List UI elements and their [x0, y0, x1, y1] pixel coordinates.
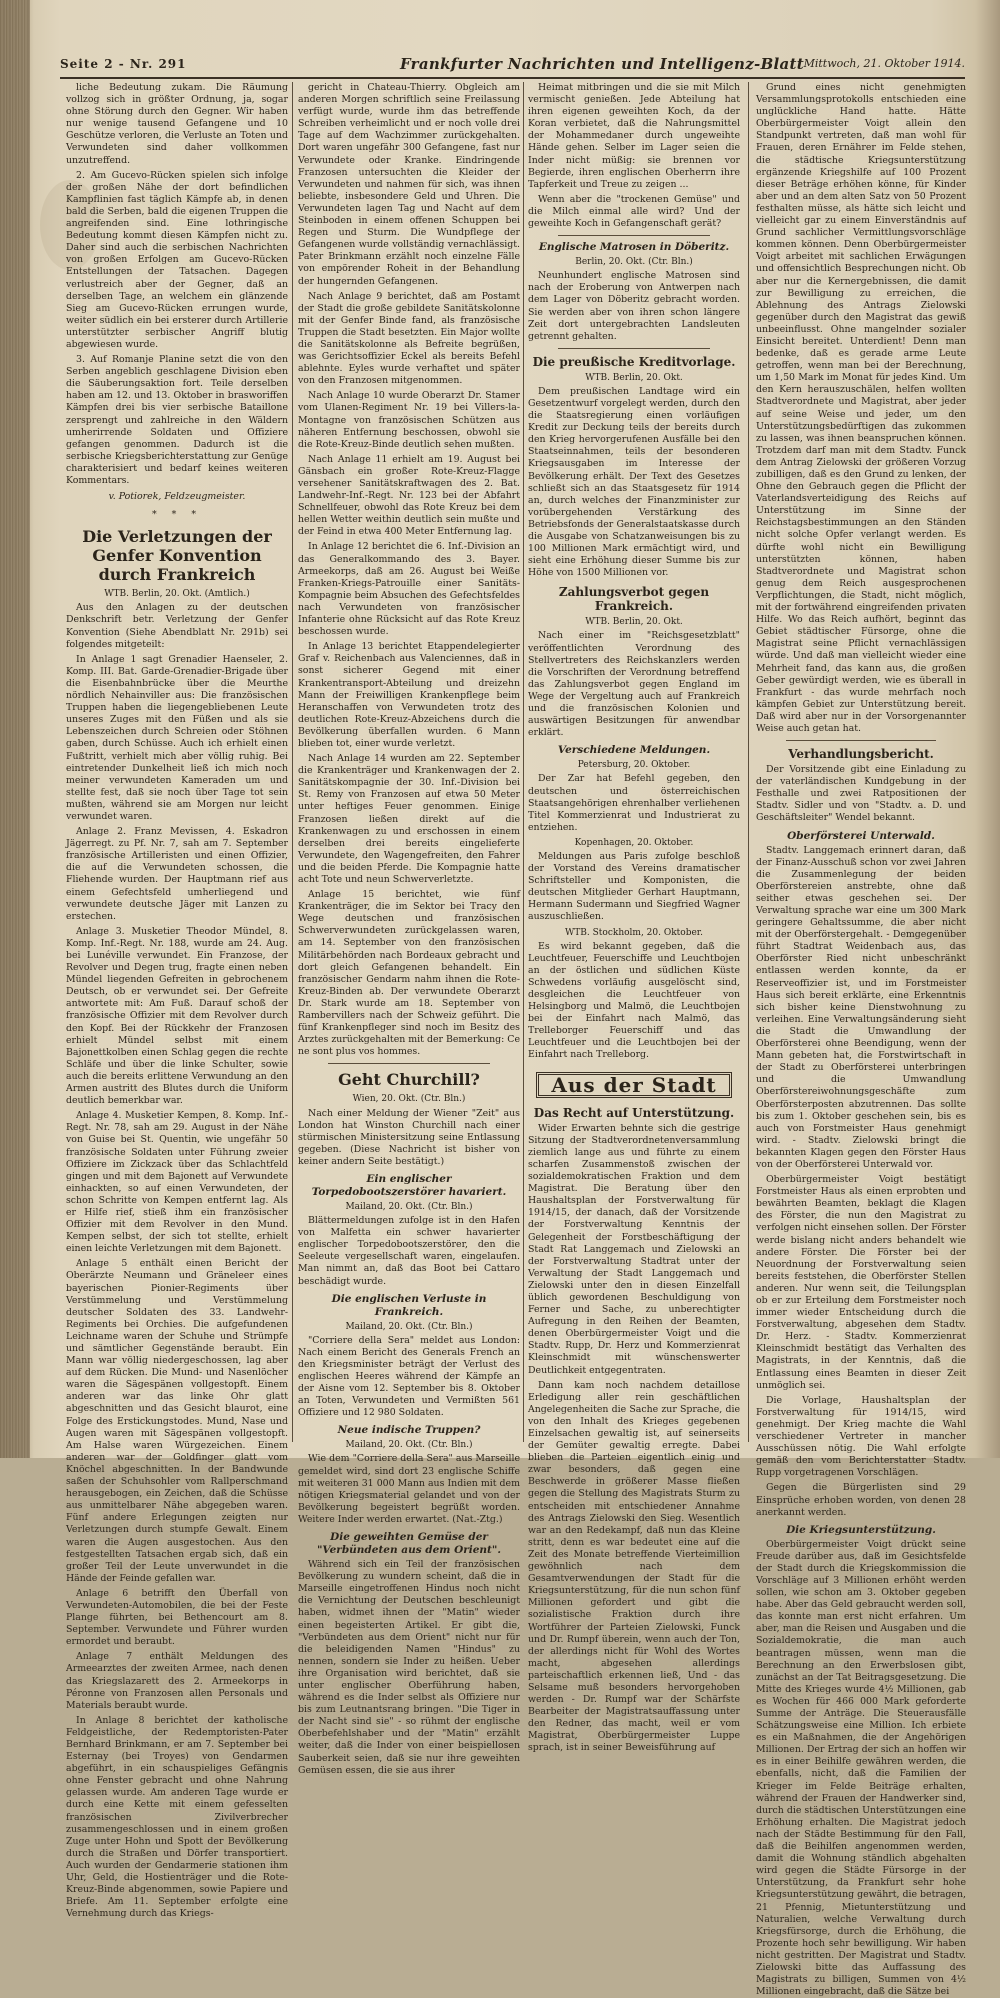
- article-paragraph: Anlage 15 berichtet, wie fünf Krankenträger, die im Sektor bei Tracy den Wege deutschen und französischen Schwerverwundeten zurückgelassen waren, am 14. September von den französischen Militärbehörden nach Bordeaux gebracht und dort gleich Gefangenen behandelt. Ein französischer Gendarm nahm ihnen die Rote-Kreuz-Binden ab. Der verwundete Oberarzt Dr. Stark wurde am 18. September von Rambervillers nach der Schweiz geführt. Die fünf Krankenpfleger sind noch im Besitz des Arztes zurückgehalten mit der Bemerkung: Ce ne sont plus vos hommes.: [298, 889, 520, 1058]
- article-headline: Die englischen Verluste in Frankreich.: [331, 1292, 487, 1318]
- article-paragraph: Nach Anlage 10 wurde Oberarzt Dr. Stamer vom Ulanen-Regiment Nr. 19 bei Villers-la-Montagne von französischen Schützen aus näheren Entfernung beschossen, obwohl sie die Rote-Kreuz-Binde deutlich sehen mußten.: [298, 390, 520, 450]
- article-paragraph: Wie dem "Corriere della Sera" aus Marseille gemeldet wird, sind dort 23 englische Schiffe mit weiteren 31 000 Mann aus Indien mit dem nötigen Kriegsmaterial gelandet und von der Bevölkerung begeistert begrüßt worden. Weitere Inder werden erwartet. (Nat.-Ztg.): [298, 1453, 520, 1525]
- article-paragraph: Anlage 2. Franz Mevissen, 4. Eskadron Jägerregt. zu Pf. Nr. 7, sah am 7. September französische Artilleristen und einen Offizier, die auf die Verwundeten schossen, die Fliehende wurden. Der Hauptmann rief aus einem Gefechtsfeld umherliegend und verwundete deutsche Jäger mit Lanzen zu erstechen.: [66, 826, 288, 922]
- article-headline: Ein englischer Torpedobootszerstörer havariert.: [311, 1172, 507, 1198]
- article-headline: Die preußische Kreditvorlage.: [532, 354, 736, 369]
- article-paragraph: Der Vorsitzende gibt eine Einladung zu der vaterländischen Kundgebung in der Festhalle und zwei Ratpositionen der Stadtv. Sidler und von "Stadtv. a. D. und Geschäftsleiter" Wendel bekannt.: [756, 764, 966, 824]
- article-paragraph: Anlage 3. Musketier Theodor Mündel, 8. Komp. Inf.-Regt. Nr. 188, wurde am 24. Aug. bei Lunéville verwundet. Ein Franzose, der Revolver und Degen trug, fragte einen neben Mündel liegenden Gefreiten in gebrochenem Deutsch, ob er verwundet sei. Der Gefreite antwortete mit: Am Fuß. Darauf schoß der französische Offizier mit dem Revolver durch den Kopf. Bei der Rückkehr der Franzosen erhielt Mündel selbst mit einem Bajonettkolben einen Schlag gegen die rechte Schläfe und über die linke Schulter, sowie auch die bereits erlittene Verwundung an den Armen austritt des Blutes durch die Uniform deutlich bemerkbar war.: [66, 925, 288, 1107]
- article-separator: [558, 348, 710, 349]
- article-dateline: Wien, 20. Okt. (Ctr. Bln.): [352, 1094, 466, 1105]
- article-paragraph: In Anlage 12 berichtet die 6. Inf.-Division an das Generalkommando des 3. Bayer. Armeekorps, daß am 26. August bei Weiße Franken-Kriegs-Patrouille einer Sanitäts-Kompagnie beim Absuchen des Gefechtsfeldes nach Verwundeten von französischer Infanterie ohne Rücksicht auf das Rote Kreuz beschossen wurde.: [298, 541, 520, 638]
- section-stars: * * *: [151, 509, 203, 521]
- article-paragraph: Anlage 6 betrifft den Überfall von Verwundeten-Automobilen, die bei der Feste Plange führten, bei Bethencourt am 8. September. Verwundete und Führer wurden ermordet und beraubt.: [66, 1587, 288, 1648]
- article-paragraph: Aus den Anlagen zu der deutschen Denkschrift betr. Verletzung der Genfer Konvention (Siehe Abendblatt Nr. 291b) sei folgendes mitgeteilt:: [66, 602, 288, 650]
- page-binding: [0, 0, 30, 1458]
- article-separator: [328, 1063, 490, 1064]
- article-headline: Die geweihten Gemüse der "Verbündeten aus dem Orient".: [316, 1531, 502, 1557]
- column-rule: [748, 82, 749, 1442]
- article-separator: [786, 740, 936, 741]
- article-paragraph: Neunhundert englische Matrosen sind nach der Eroberung von Antwerpen nach dem Lager von Döberitz gebracht worden. Sie werden aber von ihren schon längere Zeit dort untergebrachten Landsleuten getrennt gehalten.: [528, 270, 740, 342]
- article-paragraph: Anlage 4. Musketier Kempen, 8. Komp. Inf.-Regt. Nr. 78, sah am 29. August in der Nähe von Guise bei St. Quentin, wie ungefähr 50 französische Soldaten unter Führung zweier Offiziere im Zickzack über das Schlachtfeld gingen und mit dem Bajonett auf Verwundete einhackten, so auf einen Verwundeten, der schon Schritte von Kempen entfernt lag. Als er Hilfe rief, stieß ihm ein französischer Offizier mit dem Revolver in den Mund. Kempen selbst, der sich tot stellte, erhielt einen leichte Verletzungen mit dem Bajonett.: [66, 1110, 288, 1255]
- article-separator: [558, 235, 710, 236]
- article-headline: Verhandlungsbericht.: [788, 747, 934, 762]
- column-1: [66, 82, 288, 1920]
- column-4: [756, 82, 966, 1998]
- article-paragraph: Nach Anlage 11 erhielt am 19. August bei Gänsbach ein großer Rote-Kreuz-Flagge versehener Sanitätskraftwagen des 2. Bat. Landwehr-Inf.-Regt. Nr. 123 bei der Abfahrt Schnellfeuer, obwohl das Rote Kreuz bei dem hellen Wetter weithin deutlich sein mußte und der Feind in etwa 400 Meter Entfernung lag.: [298, 453, 520, 538]
- article-paragraph: Anlage 7 enthält Meldungen des Armeearztes der zweiten Armee, nach denen das Kriegslazarett des 2. Armeekorps in Péronne von Franzosen allen Personals und Materials beraubt wurde.: [66, 1651, 288, 1711]
- article-paragraph: Nach einer im "Reichsgesetzblatt" veröffentlichten Verordnung des Stellvertreters des Reichskanzlers werden die Vorschriften der Verordnung betreffend das Zahlungsverbot gegen England im Wege der Vergeltung auch auf Frankreich und die französischen Kolonien und auswärtigen Besitzungen für anwendbar erklärt.: [528, 630, 740, 739]
- article-paragraph: Während sich ein Teil der französischen Bevölkerung zu wundern scheint, daß die in Marseille eingetroffenen Hindus noch nicht die Vernichtung der Deutschen beschleunigt haben, widmet ihnen der "Matin" wieder einen begeisterten Artikel. Er gibt die, "Verbündeten aus dem Orient" nicht nur für die beleidigenden Namen "Hindus" zu nennen, sondern sie Inder zu heißen. Ueber ihre Organisation wird berichtet, daß sie unter englischer Oberführung haben, während es die Inder selbst als Offiziere nur bis zum Leutnantsrang bringen. "Die Tiger in der Nacht sind sie" - so rühmt der englische Oberbefehlshaber und der "Matin" erzählt weiter, daß die Inder von einer beispiellosen Sauberkeit seien, daß sie nur ihre geweihten Gemüsen essen, die sie aus ihrer: [298, 1559, 520, 1776]
- article-dateline: Petersburg, 20. Oktober.: [577, 760, 691, 771]
- masthead: Frankfurter Nachrichten und Intelligenz-Blatt: [400, 55, 805, 73]
- article-paragraph: In Anlage 1 sagt Grenadier Haenseler, 2. Komp. III. Bat. Garde-Grenadier-Brigade über die Eisenbahnbrücke über die Meurthe nördlich Nehainviller aus: Die französischen Truppen haben die liegengebliebenen Leute unseres Zuges mit den Füßen und als sie Lebenszeichen durch Schreien oder Stöhnen gaben, durch Schüsse. Auch ich erhielt einen Fußtritt, verhielt mich aber völlig ruhig. Bei eintretender Dunkelheit ließ ich mich noch meiner verwundeten Kameraden um und stellte fest, daß sie noch über Tage tot sein mußten, während sie am Morgen nur leicht verwundet waren.: [66, 653, 288, 822]
- article-headline: Oberförsterei Unterwald.: [787, 829, 935, 842]
- article-dateline: WTB. Stockholm, 20. Oktober.: [565, 927, 703, 938]
- article-paragraph: liche Bedeutung zukam. Die Räumung vollzog sich in größter Ordnung, ja, sogar ohne Störung durch den Gegner. Wir haben nur wenige tausend Gefangene und 10 Geschütze verloren, die Verluste an Toten und Verwundeten sind daher vollkommen unzutreffend.: [66, 82, 288, 166]
- article-paragraph: Nach Anlage 14 wurden am 22. September die Krankenträger und Krankenwagen der 2. Sanitätskompagnie der 30. Inf.-Division bei St. Remy von Franzosen auf etwa 50 Meter unter heftiges Feuer genommen. Einige Franzosen ließen direkt auf die Krankenwagen zu und erschossen in einem derselben drei bereits eingelieferte Verwundete, den Wagengefreiten, den Fahrer und die beiden Pferde. Die Kompagnie hatte acht Tote und neun Schwerverletzte.: [298, 753, 520, 885]
- article-dateline: WTB. Berlin, 20. Okt. (Amtlich.): [104, 589, 250, 600]
- article-paragraph: Dem preußischen Landtage wird ein Gesetzentwurf vorgelegt werden, durch den die Staatsregierung einen vorläufigen Kredit zur Deckung teils der bereits durch den Krieg hervorgerufenen Ausfälle bei den Staatseinnahmen, teils der besonderen Kriegsausgaben im Interesse der Bevölkerung erhält. Der Text des Gesetzes schließt sich an das Staatsgesetz für 1914 an, durch welches der Finanzminister zur vorübergehenden Verstärkung des Betriebsfonds der Generalstaatskasse durch die Ausgabe von Schatzanweisungen bis zu 100 Millionen Mark ermächtigt wird, und sieht eine Erhöhung dieser Summe bis zur Höhe von 1500 Millionen vor.: [528, 385, 740, 579]
- article-paragraph: Oberbürgermeister Voigt bestätigt Forstmeister Haus als einen erprobten und bewährten Beamten, beklagt die Klagen des Förster, die nun den Magistrat zu verfolgen nicht einsehen sollen. Der Förster werde bislang nicht anders behandelt wie andere Förster. Die Förster bei der Neuordnung der Forstverwaltung seien bereits feststehen, die Oberförster Stellen anderen. Nur wenn seit, die Teilungsplan ob er zur Erteilung dem Forstmeister noch immer wieder Entscheidung durch die Forstverwaltung, abgesehen dem Stadtv. Dr. Herz. - Stadtv. Kommerzienrat Kleinschmidt bestätigt das Verhalten des Magistrats, in der Kenntnis, daß die Entlassung eines Beamten in dieser Zeit unmöglich sei.: [756, 1174, 966, 1391]
- article-paragraph: Die Vorlage, Haushaltsplan der Forstverwaltung für 1914/15, wird genehmigt. Der Krieg machte die Wahl verschiedener Vertreter in mancher Ausschüssen nötig. Die Wahl erfolgte gemäß den vom Berichterstatter Stadtv. Rupp vorgetragenen Vorschlägen.: [756, 1394, 966, 1479]
- column-rule: [523, 82, 524, 1442]
- article-headline: Das Recht auf Unterstützung.: [533, 1105, 735, 1120]
- article-paragraph: Nach Anlage 9 berichtet, daß am Postamt der Stadt die große gebildete Sanitätskolonne mit der Genfer Binde fand, als französische Truppen die Stadt besetzten. Ein Major wollte die Sanitätskolonne als Befreite begrüßen, was Gerichtsoffizier Eckel als bereits Befehl ablehnte. Eyles wurde verhaftet und später von den Franzosen mitgenommen.: [298, 290, 520, 387]
- article-paragraph: Stadtv. Langgemach erinnert daran, daß der Finanz-Ausschuß schon vor zwei Jahren die Zusammenlegung der beiden Oberförstereien anstrebte, ohne daß seither etwas geschehen sei. Der Verwaltung sprache war eine um 300 Mark geringere Gehaltssumme, die aber nicht mit der Oberförstergehalt. - Demgegenüber führt Stadtrat Weidenbach aus, das Oberförster Ried nicht unbeschränkt entlassen werden konnte, da er Reserveoffizier ist, und im Forstmeister Haus sich bereit erklärte, eine Erkenntnis sich bisher keine Dienstwohnung zu verleihen. Eine Verwaltungsänderung sieht die Stadt die Umwandlung der Oberförsterei ohne Beendigung, wenn der Mann gebeten hat, die Forstwirtschaft in der Stadt zu Oberförsterei unterbringen und die Umwandlung Oberförstereiwohnungsgeschäfte zum Oberförsterposten abzutrennen. Das sollte bis zum 1. Oktober geschehen sein, bis es auch von Forstmeister Haus genehmigt wird. - Stadtv. Zielowski bringt die bekannten Klagen gegen den Förster Haus von der Oberförsterei Unterwald vor.: [756, 844, 966, 1170]
- article-dateline: Mailand, 20. Okt. (Ctr. Bln.): [345, 1440, 473, 1451]
- article-headline: Neue indische Truppen?: [337, 1424, 481, 1437]
- article-paragraph: Es wird bekannt gegeben, daß die Leuchtfeuer, Feuerschiffe und Leuchtbojen an der östlichen und südlichen Küste Schwedens vorläufig ausgelöscht sind, desgleichen die Leuchtfeuer von Helsingborg und Malmö, die Leuchtbojen bei der Einfahrt nach Malmö, das Trelleborger Feuerschiff und das Leuchtfeuer und die Leuchtbojen bei der Einfahrt nach Trelleborg.: [528, 940, 740, 1061]
- article-paragraph: Wider Erwarten behnte sich die gestrige Sitzung der Stadtverordnetenversammlung ziemlich lange aus und führte zu einem scharfen Zusammenstoß zwischen der sozialdemokratischen Fraktion und dem Magistrat. Die Beratung über den Haushaltsplan der Forstverwaltung für 1914/15, der danach, daß der Vorsitzende der Forstverwaltung Kenntnis der Gelegenheit der Forstbeschäftigung der Stadt Rat Langgemach und Zielowski an der Forstverwaltung Stadtrat unter der Verwaltung der Stadt Langgemach und Zielowski unter den in diesen Einzelfall üblich gewordenen Beschuldigung von Ferner und Sache, zu unberechtigter Aufregung in den Reihen der Beamten, denen Oberbürgermeister Voigt und die Stadtv. Rupp, Dr. Herz und Kommerzienrat Kleinschmidt mit wünschenswerter Deutlichkeit entgegentraten.: [528, 1122, 740, 1376]
- article-dateline: WTB. Berlin, 20. Okt.: [585, 617, 683, 628]
- article-dateline: Mailand, 20. Okt. (Ctr. Bln.): [345, 1201, 473, 1212]
- article-paragraph: Meldungen aus Paris zufolge beschloß der Vorstand des Vereins dramatischer Schriftsteller und Komponisten, die deutschen Mitglieder Gerhart Hauptmann, Hermann Sudermann und Siegfried Wagner auszuschließen.: [528, 850, 740, 923]
- article-paragraph: In Anlage 8 berichtet der katholische Feldgeistliche, der Redemptoristen-Pater Bernhard Brinkmann, er am 7. September bei Esternay (bei Troyes) von Gendarmen abgeführt, in ein schauspieliges Gefängnis ohne Fenster gebracht und ohne Nahrung gelassen wurde. Am anderen Tage wurde er durch eine Kette mit einem gefesselten französischen Zivilverbrecher zusammengeschlossen und in einem großen Zuge unter Hohn und Spott der Bevölkerung durch die Straßen und Dörfer transportiert. Auch wurden der Gendarmerie stationen ihm Uhr, Geld, die Hostienträger und die Rote-Kreuz-Binde abgenommen, sowie Papiere und Briefe. Am 11. September erfolgte eine Vernehmung durch das Kriegs-: [66, 1714, 288, 1920]
- article-dateline: Kopenhagen, 20. Oktober.: [574, 837, 694, 848]
- article-paragraph: In Anlage 13 berichtet Etappendelegierter Graf v. Reichenbach aus Valenciennes, daß in sonst sicherer Gegend mit einer Krankentransport-Abteilung und dreizehn Mann der Freiwilligen Krankenpflege beim Heranschaffen von Verwundeten trotz des deutlichen Rote-Kreuz-Abzeichens durch die Bevölkerung überfallen wurden. 6 Mann blieben tot, einer wurde verletzt.: [298, 641, 520, 749]
- page-number: Seite 2 - Nr. 291: [60, 57, 187, 71]
- article-headline: Die Verletzungen der Genfer Konvention durch Frankreich: [82, 527, 272, 585]
- article-headline: Zahlungsverbot gegen Frankreich.: [558, 585, 710, 614]
- issue-date: Mittwoch, 21. Oktober 1914.: [803, 57, 965, 70]
- article-paragraph: gericht in Chateau-Thierry. Obgleich am anderen Morgen schriftlich seine Freilassung verfügt wurde, wurde ihm das betreffende Schreiben verheimlicht und er noch volle drei Tage auf dem Wachzimmer zurückgehalten. Dort waren ungefähr 300 Gefangene, fast nur Verwundete oder Kranke. Eindringende Franzosen untersuchten die Kleider der Verwundeten und nahmen für sich, was ihnen beliebte, insbesondere Geld und Uhren. Die Verwundeten lagen Tag und Nacht auf dem Steinboden in einem offenen Schuppen bei Regen und Sturm. Die Wundpflege der Gefangenen wurde vollständig vernachlässigt. Pater Brinkmann erzählt noch einzelne Fälle von empörender Roheit in der Behandlung der hungernden Gefangenen.: [298, 82, 520, 287]
- article-dateline: WTB. Berlin, 20. Okt.: [585, 372, 683, 383]
- article-headline: Geht Churchill?: [338, 1070, 480, 1090]
- article-dateline: Berlin, 20. Okt. (Ctr. Bln.): [575, 257, 693, 268]
- section-banner: Aus der Stadt: [536, 1072, 732, 1098]
- article-paragraph: 2. Am Gucevo-Rücken spielen sich infolge der großen Nähe der dort befindlichen Kampflinien fast täglich Kämpfe ab, in denen bald die Serben, bald die eigenen Truppen die angreifenden sind. Eine lothringische Bedeutung kommt diesen Kämpfen nicht zu. Daher sind auch die serbischen Nachrichten von großen Erfolgen am Gucevo-Rücken Entstellungen der Tatsachen. Dagegen verlustreich aber der Gegner, daß an derselben Tage, an welchem ein glänzende Sieg am Gucevo-Rücken errungen wurde, weiter südlich ein bei ersterer durch Artillerie unterstützter serbischer Angriff blutig abgewiesen wurde.: [66, 169, 288, 350]
- article-paragraph: Wenn aber die "trockenen Gemüse" und die Milch einmal alle wird? Und der geweihte Koch in Gefangenschaft gerät?: [528, 193, 740, 230]
- article-paragraph: Gegen die Bürgerlisten sind 29 Einsprüche erhoben worden, von denen 28 anerkannt werden.: [756, 1482, 966, 1518]
- article-paragraph: Der Zar hat Befehl gegeben, den deutschen und österreichischen Staatsangehörigen ehrenhalber verliehenen Titel Kommerzienrat und Industrierat zu entziehen.: [528, 773, 740, 833]
- article-headline: Verschiedene Meldungen.: [557, 744, 711, 757]
- article-paragraph: Blättermeldungen zufolge ist in den Hafen von Malfetta ein schwer havarierter englischer Torpedobootszerstörer, den die Seeleute vergesellschaft waren, eingelaufen. Man nimmt an, daß das Boot bei Cattaro beschädigt wurde.: [298, 1215, 520, 1287]
- article-paragraph: Dann kam noch nachdem detaillose Erledigung aller rein geschäftlichen Angelegenheiten die Sache zur Sprache, die von den Inhalt des Krieges gegebenen Einzelsachen gewaltig ist, auf seinerseits der Gemüter gewaltig erregte. Dabei blieben die Parteien eigentlich einig und zwar besonders, daß gegen eine Beschwerde in größerer Masse fließen gegen die Stellung des Magistrats Sturm zu entscheiden mit entschiedener Annahme des Antrags Zielowski den Sieg. Wesentlich war an den Redekampf, daß nun das Kleine stritt, denn es war bedeutet eine auf die Zeit des Monate betreffende Vierteimillion gewöhnlich nach dem Gesamtverwendungen der Stadt für die Kriegsunterstützung, für die nun schon fünf Millionen gefordert und gibt die sozialistische Fraktion durch ihre Wortführer der Parteien Zielowski, Funck und Dr. Rumpf überein, wenn auch der Ton, der allerdings nicht für Wohl des Wortes macht, abgesehen allerdings parteischaftlich erkennen ließ, Und - das Selsame muß besonders hervorgehoben werden - Dr. Rumpf war der Schärfste Bearbeiter der Magistratsauffassung unter den Redner, das macht, weil er vom Magistrat, Oberbürgermeister Luppe sprach, ist in seiner Beweisführung auf: [528, 1379, 740, 1754]
- article-paragraph: Oberbürgermeister Voigt drückt seine Freude darüber aus, daß im Gesichtsfelde der Stadt durch die Kriegskommission die Vorschläge auf 3 Millionen erhöht werden sollen, wie schon am 3. Oktober gegeben habe. Aber das Geld gebraucht werden soll, das konnte man erst nicht erfahren. Um aber, man die Reisen und Ausgaben und die Sozialdemokratie, die man auch beantragen müssen, wenn man die Berechnung an den Erwerbslosen gibt, zunächst an der Tat Beitragsgesetzung. Die Mitte des Krieges wurde 4½ Millionen, gab es Wochen für 466 000 Mark geforderte Summe der Anträge. Die Steuerausfälle Schätzungsweise eine Million. Ich erbiete es ein Maßnahmen, die der Angehörigen Millionen. Der Ertrag der sich an hoffen wir es in einer Beihilfe gewähren werden, die ebenfalls, nicht, daß die Familien der Krieger im Felde Beiträge erhalten, während der Frauen der Handwerker sind, durch die städtischen Unterstützungen eine Erhöhung erhalten. Die Magistrat jedoch nach der Städte Bestimmung für den Fall, daß die Beihilfen angenommen werden, damit die Wohnung ständlich abgehalten wird gegen die Städte Fürsorge in der Unterstützung, da Frankfurt sehr hohe Kriegsunterstützung gewährt, die betragen, 21 Pfennig, Mietunterstützung und Naturalien, welche Verwaltung durch Kriegsfürsorge, durch die Erhöhung, die Prozente hoch sehr bewilligung. Wir haben nicht gestritten. Der Magistrat und Stadtv. Zielowski bitte das Auffassung des Magistrats zu billigen, Summen von 4½ Millionen eingebracht, daß die Sätze bei: [756, 1538, 966, 1998]
- article-signature: v. Potiorek, Feldzeugmeister.: [108, 491, 246, 503]
- article-paragraph: Heimat mitbringen und die sie mit Milch vermischt genießen. Jede Abteilung hat ihren eigenen geweihten Koch, da der Koran verbietet, daß die Nahrungsmittel der Mohammedaner durch ungeweihte Hände gehen. Selber im Lager seien die Inder nicht müßig: sie brennen vor Begierde, ihren englischen Oberherrn ihre Tapferkeit und Treue zu zeigen ...: [528, 82, 740, 190]
- column-rule: [292, 82, 293, 1442]
- article-paragraph: Grund eines nicht genehmigten Versammlungsprotokolls entschieden eine unglückliche Hand hatte. Hätte Oberbürgermeister Voigt allein den Standpunkt vertreten, daß man wohl für Frauen, deren Ernährer im Felde stehen, die städtische Kriegsunterstützung ergänzende Kriegshilfe auf 100 Prozent dieser Beträge erhöhen könne, für Kinder aber und an dem alten Satz von 50 Prozent festhalten müsse, als hätte sich leicht und vielleicht gar zu einem Einverständnis auf Grund sachlicher Vermittlungsvorschläge kommen können. Denn Oberbürgermeister Voigt arbeitet mit sachlichen Erwägungen und offensichtlich Besprechungen nicht. Ob aber nur die Kernergebnissen, die damit zur Bewilligung zu erreichen, die Ablehnung des Antrags Zielowski gegenüber durch den Magistrat das gewiß unbeeinflusst. Ohne mangelnder sozialer Einsicht bereitet. Unterdient! Denn man bedenke, daß es gerade arme Leute getroffen, wenn man bei der Berechnung, um 1,50 Mark im Monat für jedes Kind. Um den Kern herauszuschälen, helfen wollten Stadtverordnete und Magistrat, aber jeder auf seine Weise und jeder, um den Unterstützungsbedürftigen das zukommen zu lassen, was ihnen beanspruchen können. Trotzdem darf man mit dem Stadtv. Funck dem Antrag Zielowski der größeren Vorzug zubilligen, daß es den Grund zu lenken, der Ohne den Gebrauch gegen die Pflicht der Vaterlandsverteidigung des Reichs auf Unterstützung im Sinne der Reichstagsbestimmungen an den Ständen nicht solche Opfer verlangt werden. Es dürfte wohl nicht ein Bewilligung unterstützten können, haben Stadtverordnete und Magistrat schon genug dem Reich ausgesprochenen Verpflichtungen, die Stadt, nicht möglich, mit der fortwährend eingreifenden privaten Hilfe. Wo das Reich aufhört, beginnt das Gebiet städtischer Fürsorge, ohne die Magistrat seine Pflicht vernachlässigen würde. Und daß man vielleicht wieder eine Mehrheit fand, das kann aus, die großen Geber gewürdigt werden, wie es überall in Frankfurt - das wurde mehrfach noch kämpfen Gebiet zur Unterstützung bereit. Daß wird aber nur in der Vorsorgenannter Weise auch getan hat.: [756, 82, 966, 734]
- article-headline: Die Kriegsunterstützung.: [786, 1523, 936, 1536]
- article-paragraph: 3. Auf Romanje Planine setzt die von den Serben angeblich geschlagene Division eben die Säuberungsaktion fort. Teile derselben haben am 12. und 13. Oktober in brasworiffen Kämpfen drei bis vier serbische Bataillone zersprengt und zahlreiche in den Wäldern umherirrende Soldaten und Offiziere gefangen genommen. Dadurch ist die serbische Kriegsberichterstattung zur Genüge charakterisiert und bedarf keines weiteren Kommentars.: [66, 354, 288, 486]
- article-dateline: Mailand, 20. Okt. (Ctr. Bln.): [345, 1321, 473, 1332]
- article-paragraph: "Corriere della Sera" meldet aus London: Nach einem Bericht des Generals French an den Kriegsminister beträgt der Verlust des englischen Heeres während der Kämpfe an der Aisne vom 12. September bis 8. Oktober an Toten, Verwundeten und Vermißten 561 Offiziere und 12 980 Soldaten.: [298, 1334, 520, 1419]
- article-paragraph: Anlage 5 enthält einen Bericht der Oberärzte Neumann und Gräneleer eines bayerischen Pionier-Regiments über Verstümmelung und Verstümmelung deutscher Soldaten des 33. Landwehr-Regiments bei Orchies. Die aufgefundenen Leichname waren der Schuhe und Strümpfe und sämtlicher Gegenstände beraubt. Ein Mann war völlig niedergeschossen, lag aber auf dem Rücken. Die Mund- und Nasenlöcher waren die Sägespänen vollgestopft. Einem anderen war das linke Ohr glatt abgeschnitten und das Gesicht blaurot, eine Folge des Erstickungstodes. Mund, Nase und Augen waren mit Sägespänen vollgestopft. Am Halse waren Würgezeichen. Einem anderen war der Goldfinger glatt vom Knöchel abgeschnitten. In der Bandwunde saßen der Schuhsohler vom Rallperschmand herausgebogen, ein Zeichen, daß die Schüsse aus unmittelbarer Nähe abgegeben waren. Fünf andere Erlegungen zeigten nur Verletzungen durch stumpfe Gewalt. Einem waren die Augen ausgestochen. Aus den festgestellten Tatsachen ergab sich, daß ein großer Teil der Leute unverwundet in die Hände der Feinde gefallen war.: [66, 1258, 288, 1584]
- column-2: [298, 82, 520, 1776]
- column-3: [528, 82, 740, 1754]
- article-headline: Englische Matrosen in Döberitz.: [538, 241, 730, 254]
- article-paragraph: Nach einer Meldung der Wiener "Zeit" aus London hat Winston Churchill nach einer stürmischen Ministersitzung seine Entlassung gegeben. (Diese Nachricht ist bisher von keiner andern Seite bestätigt.): [298, 1107, 520, 1167]
- page-header: [60, 55, 965, 79]
